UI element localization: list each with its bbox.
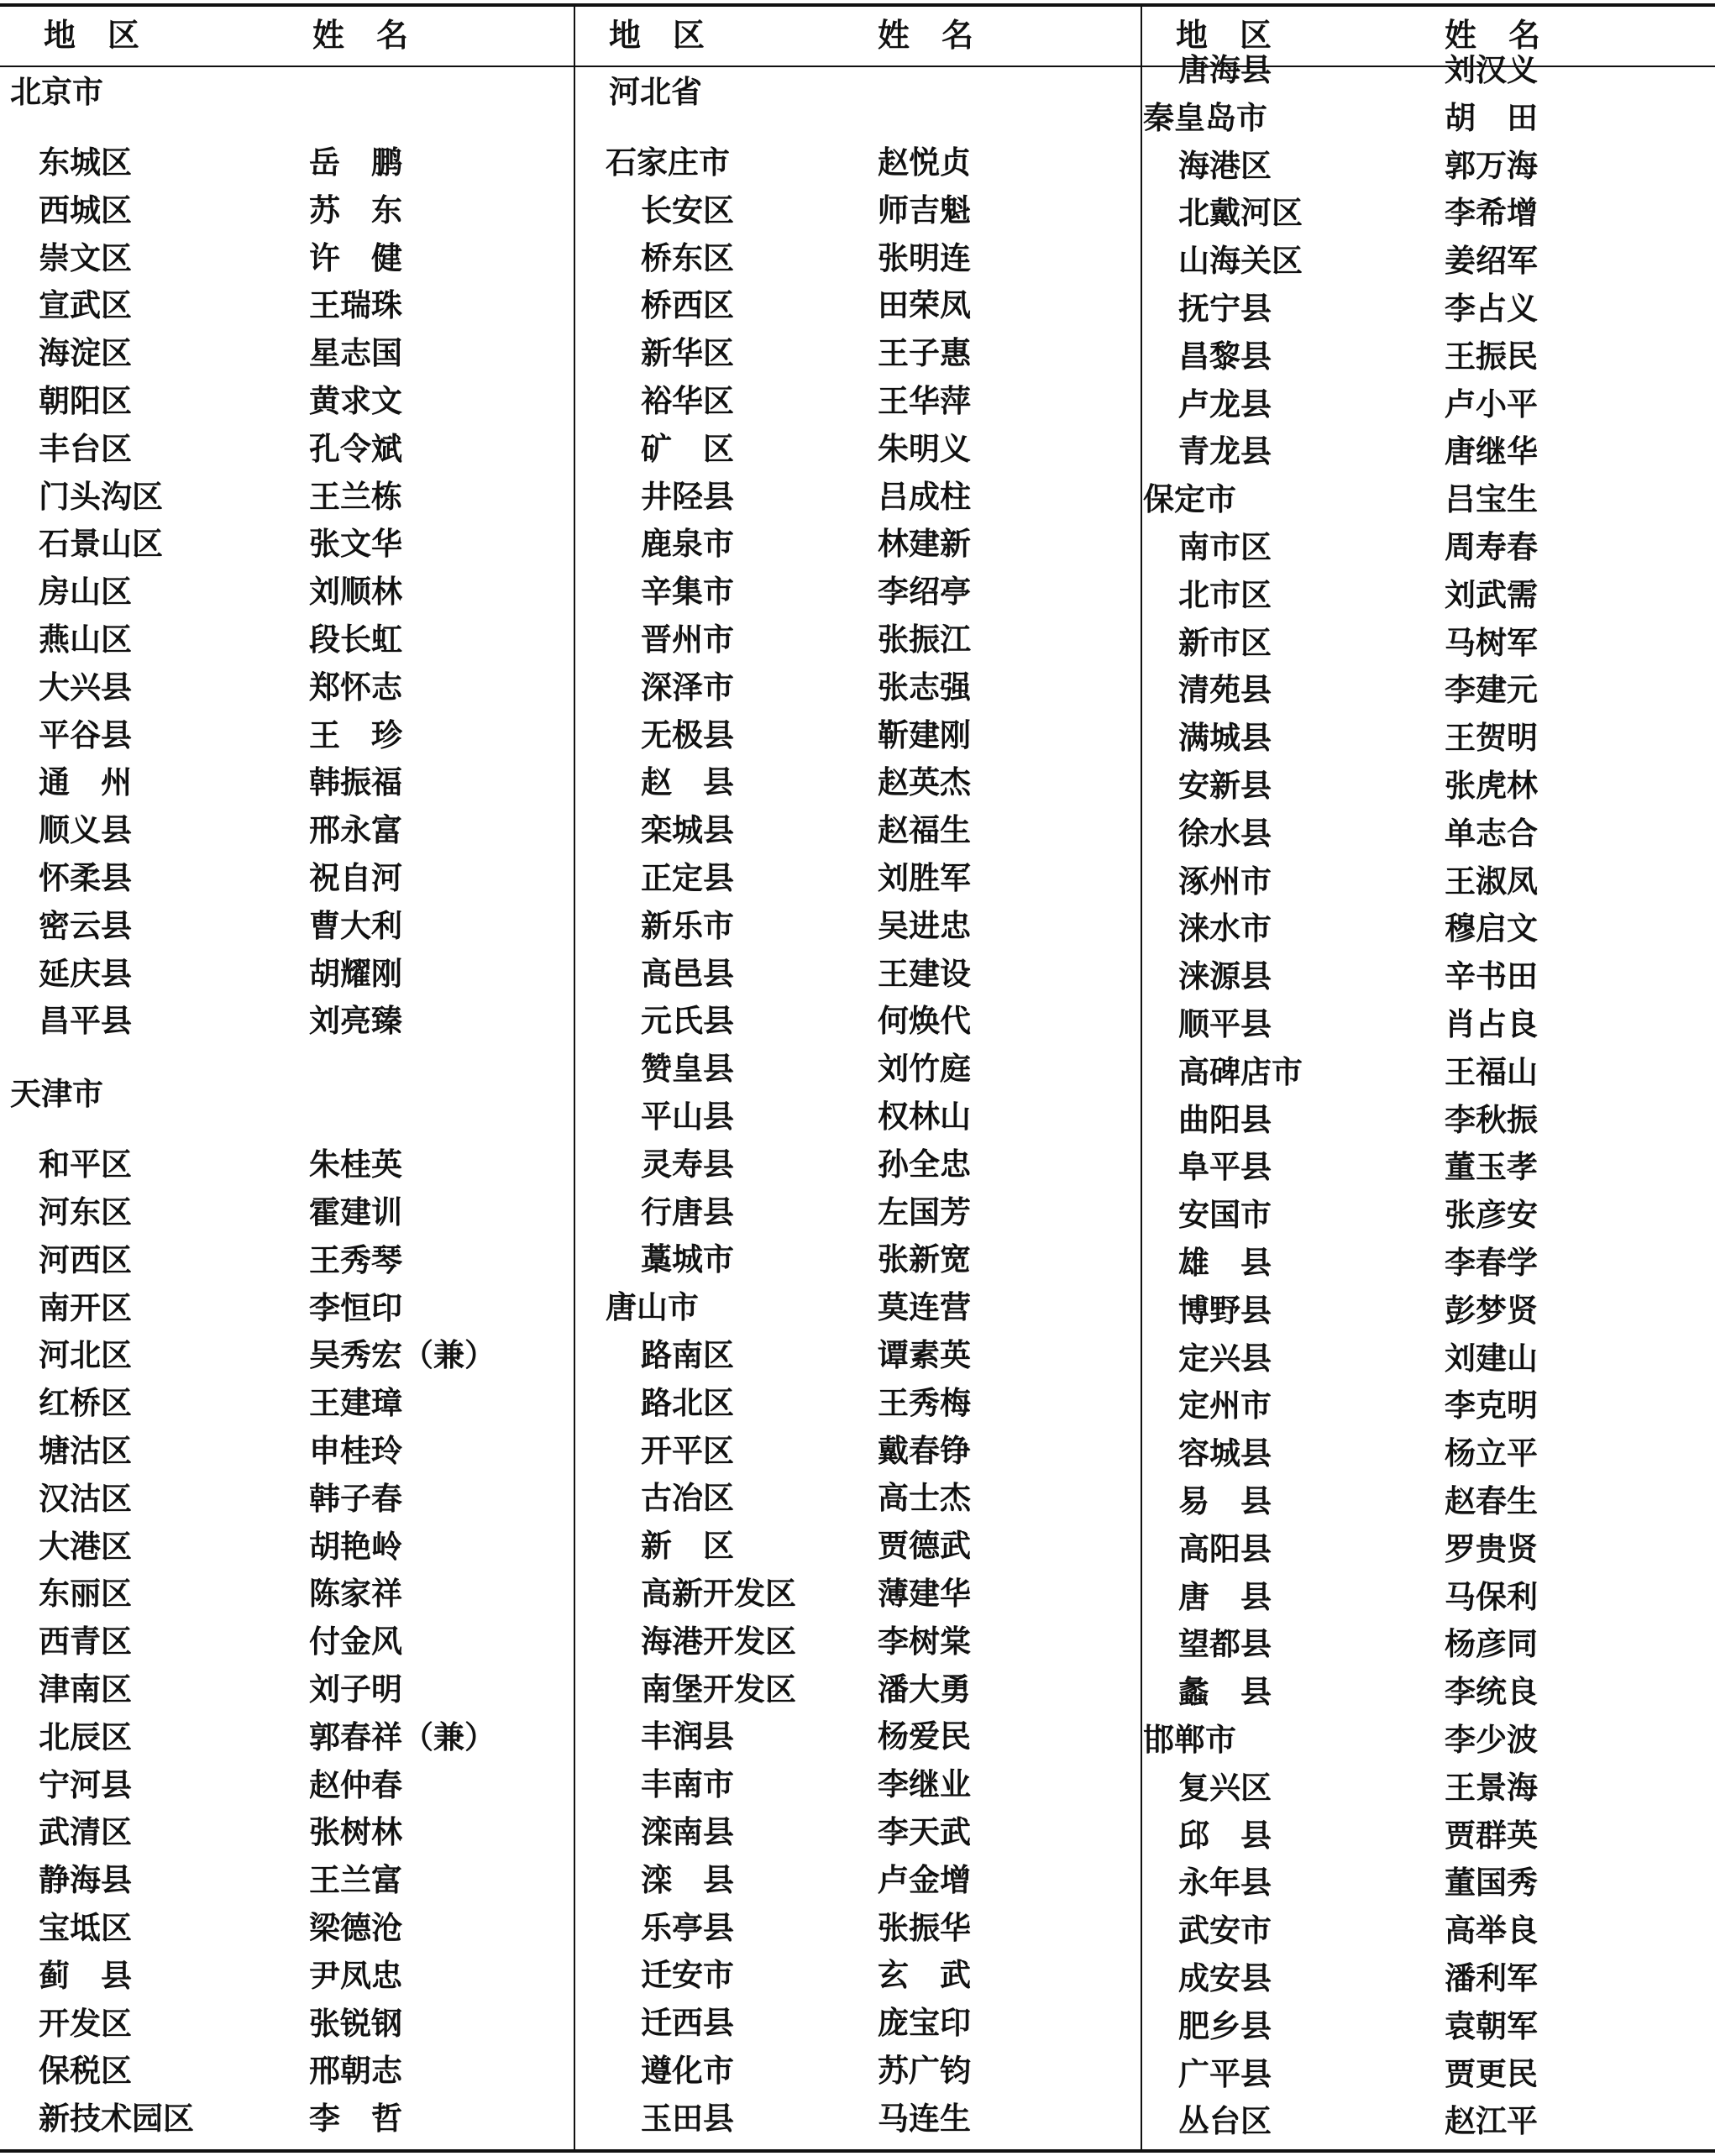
region-cell: 灵寿县 [641,1146,734,1183]
name-cell: 高士杰 [878,1480,971,1517]
name-cell: 韩振福 [309,764,402,801]
region-cell: 涞源县 [1178,958,1272,995]
region-cell: 行唐县 [641,1193,734,1230]
region-cell: 平谷县 [39,716,132,753]
region-cell: 延庆县 [39,955,132,992]
column-divider [1141,5,1142,2151]
name-cell: 尹凤忠 [309,1957,402,1994]
region-cell: 滦南县 [641,1814,734,1850]
region-cell: 宣武区 [39,287,132,324]
name-cell: 左国芳 [878,1193,971,1230]
name-cell: 玄 武 [878,1957,971,1994]
name-cell: 董国秀 [1445,1865,1538,1902]
name-cell: 王建璋 [309,1385,402,1422]
name-cell: 单志合 [1445,815,1538,852]
name-cell: 朱明义 [878,430,971,467]
name-cell: 赵江平 [1445,2103,1538,2140]
region-cell: 玉田县 [641,2100,734,2137]
name-cell: 郭万海 [1445,147,1538,184]
region-cell: 武安市 [1178,1912,1272,1949]
region-cell: 赞皇县 [641,1051,734,1088]
region-cell: 赵 县 [641,764,734,801]
name-cell: 赵英杰 [878,764,971,801]
name-cell: 李树棠 [878,1623,971,1660]
region-cell: 涞水市 [1178,910,1272,947]
name-cell: 胡耀刚 [309,955,402,992]
region-cell: 新市区 [1178,624,1272,661]
region-cell: 雄 县 [1178,1245,1272,1281]
region-cell: 定州市 [1178,1387,1272,1424]
name-cell: 韩子春 [309,1480,402,1517]
region-cell: 宁河县 [39,1766,132,1803]
name-cell: 潘利军 [1445,1960,1538,1996]
region-cell: 汉沽区 [39,1480,132,1517]
name-cell: 苏 东 [309,191,402,228]
region-cell: 顺义县 [39,812,132,849]
region-cell: 清苑县 [1178,672,1272,709]
name-cell: 戴春铮 [878,1432,971,1469]
region-cell: 高碑店市 [1178,1053,1303,1090]
name-cell: 胡艳岭 [309,1528,402,1565]
name-cell: 李春学 [1445,1245,1538,1281]
name-cell: 邢永富 [309,812,402,849]
region-cell: 红桥区 [39,1385,132,1422]
name-cell: 邢朝志 [309,2053,402,2090]
name-cell: 刘建山 [1445,1340,1538,1377]
name-cell: 张文华 [309,526,402,563]
name-cell: 王秀琴 [309,1241,402,1278]
region-cell: 门头沟区 [39,478,163,515]
name-cell: 潘大勇 [878,1671,971,1707]
region-cell: 大港区 [39,1528,132,1565]
region-cell: 密云县 [39,907,132,944]
region-cell: 西青区 [39,1624,132,1660]
region-cell: 静海县 [39,1862,132,1899]
region-cell: 卢龙县 [1178,386,1272,422]
name-cell: 王景海 [1445,1769,1538,1806]
name-cell: 李占义 [1445,291,1538,327]
name-cell: 刘竹庭 [878,1051,971,1088]
region-cell: 裕华区 [641,383,734,419]
name-cell: 穆启文 [1445,910,1538,947]
bottom-rule [0,2149,1715,2153]
name-cell: 祝自河 [309,860,402,896]
region-cell: 新 区 [641,1528,734,1565]
region-cell: 长安区 [641,191,734,228]
name-cell: 李天武 [878,1814,971,1850]
name-cell: 王振民 [1445,338,1538,375]
name-cell: 王 珍 [309,716,402,753]
name-cell: 张明连 [878,239,971,276]
name-cell: 付金风 [309,1624,402,1660]
name-cell: 姜绍军 [1445,243,1538,280]
name-cell: 吴进忠 [878,907,971,944]
header-name-label: 姓 名 [312,17,409,54]
name-cell: 袁朝军 [1445,2007,1538,2044]
region-cell: 栾城县 [641,812,734,849]
name-cell: 王子惠 [878,335,971,372]
region-cell: 青龙县 [1178,433,1272,470]
region-cell: 丰南市 [641,1766,734,1803]
name-cell: 李少波 [1445,1722,1538,1758]
name-cell: 王华萍 [878,383,971,419]
region-cell: 安新县 [1178,768,1272,804]
region-cell: 抚宁县 [1178,291,1272,327]
region-cell: 新技术园区 [39,2101,194,2138]
name-cell: 刘胜军 [878,860,971,896]
name-cell: 张新宽 [878,1241,971,1278]
name-cell: 李统良 [1445,1674,1538,1711]
name-cell: 李恒印 [309,1289,402,1326]
name-cell: 王瑞珠 [309,287,402,324]
name-cell: 李绍亭 [878,574,971,611]
region-cell: 望都县 [1178,1626,1272,1663]
name-cell: 肖占良 [1445,1006,1538,1042]
region-cell: 西城区 [39,191,132,228]
name-cell: 李继业 [878,1766,971,1803]
region-cell: 博野县 [1178,1292,1272,1329]
region-cell: 藁城市 [641,1241,734,1278]
region-cell: 保税区 [39,2053,132,2090]
name-cell: 孔令斌 [309,430,402,467]
region-cell: 涿州市 [1178,863,1272,900]
region-cell: 津南区 [39,1671,132,1707]
region-cell: 北戴河区 [1178,195,1303,232]
name-cell: 段长虹 [309,622,402,658]
region-cell: 河西区 [39,1241,132,1278]
header-name-label: 姓 名 [878,17,974,54]
region-cell: 宝坻区 [39,1910,132,1946]
region-cell: 曲阳县 [1178,1101,1272,1138]
section-title: 天津市 [10,1076,103,1113]
header-region-label: 地 区 [609,17,705,54]
region-cell: 保定市 [1143,481,1236,518]
name-cell: 王兰栋 [309,478,402,515]
region-cell: 燕山区 [39,622,132,658]
region-cell: 深泽市 [641,669,734,706]
region-cell: 高阳县 [1178,1530,1272,1567]
name-cell: 许 健 [309,239,402,276]
region-cell: 井陉县 [641,478,734,515]
name-cell: 星志国 [309,335,402,372]
name-cell: 辛书田 [1445,958,1538,995]
region-cell: 武清区 [39,1814,132,1851]
region-cell: 唐海县 [1178,52,1272,88]
region-cell: 山海关区 [1178,243,1303,280]
region-cell: 和平区 [39,1146,132,1183]
region-cell: 朝阳区 [39,383,132,419]
name-cell: 谭素英 [878,1337,971,1373]
name-cell: 张虎林 [1445,768,1538,804]
region-cell: 房山区 [39,574,132,611]
name-cell: 彭梦贤 [1445,1292,1538,1329]
name-cell: 刘武需 [1445,576,1538,613]
name-cell: 高举良 [1445,1912,1538,1949]
region-cell: 通 州 [39,764,132,801]
name-cell: 董玉孝 [1445,1149,1538,1186]
name-cell: 王兰富 [309,1862,402,1899]
region-cell: 南市区 [1178,529,1272,565]
region-cell: 开平区 [641,1432,734,1469]
region-cell: 容城县 [1178,1435,1272,1472]
name-cell: 赵仲春 [309,1766,402,1803]
header-region-label: 地 区 [44,17,140,54]
region-cell: 桥西区 [641,287,734,324]
region-cell: 海淀区 [39,335,132,372]
name-cell: 陈家祥 [309,1576,402,1613]
region-cell: 辛集市 [641,574,734,611]
name-cell: 郑怀志 [309,669,402,706]
name-cell: 庞宝印 [878,2005,971,2042]
region-cell: 丛台区 [1178,2103,1272,2140]
name-cell: 王秀梅 [878,1384,971,1421]
region-cell: 肥乡县 [1178,2007,1272,2044]
region-cell: 石家庄市 [606,144,730,181]
region-cell: 海港开发区 [641,1623,796,1660]
region-cell: 安国市 [1178,1197,1272,1234]
region-cell: 昌平县 [39,1003,132,1040]
name-cell: 张志强 [878,669,971,706]
name-cell: 林建新 [878,526,971,563]
region-cell: 南开区 [39,1289,132,1326]
name-cell: 李 哲 [309,2101,402,2138]
name-cell: 张振江 [878,622,971,658]
column-divider [574,5,575,2151]
name-cell: 刘顺林 [309,574,402,611]
region-cell: 阜平县 [1178,1149,1272,1186]
name-cell: 杨彦同 [1445,1626,1538,1663]
region-cell: 平山县 [641,1099,734,1135]
region-cell: 大兴县 [39,669,132,706]
name-cell: 张彦安 [1445,1197,1538,1234]
name-cell: 师吉魁 [878,191,971,228]
region-cell: 丰台区 [39,430,132,467]
section-title: 北京市 [10,74,103,110]
name-cell: 申桂玲 [309,1433,402,1469]
region-cell: 复兴区 [1178,1769,1272,1806]
region-cell: 北辰区 [39,1718,132,1755]
region-cell: 矿 区 [641,430,734,467]
name-cell: 李秋振 [1445,1101,1538,1138]
region-cell: 河东区 [39,1194,132,1230]
region-cell: 晋州市 [641,622,734,658]
name-cell: 李希增 [1445,195,1538,232]
name-cell: 刘子明 [309,1671,402,1707]
region-cell: 怀柔县 [39,860,132,896]
region-cell: 新华区 [641,335,734,372]
name-cell: 贾更民 [1445,2055,1538,2092]
region-cell: 乐亭县 [641,1909,734,1946]
name-cell: 李建元 [1445,672,1538,709]
name-cell: 王淑凤 [1445,863,1538,900]
name-cell: 郭春祥（兼） [309,1718,496,1755]
name-cell: 卢小平 [1445,386,1538,422]
name-cell: 罗贵贤 [1445,1530,1538,1567]
region-cell: 邱 县 [1178,1817,1272,1854]
name-cell: 卢金增 [878,1861,971,1898]
region-cell: 滦 县 [641,1861,734,1898]
region-cell: 路北区 [641,1384,734,1421]
region-cell: 元氏县 [641,1003,734,1040]
region-cell: 秦皇岛市 [1143,99,1267,136]
region-cell: 永年县 [1178,1865,1272,1902]
name-cell: 王建设 [878,955,971,992]
region-cell: 蠡 县 [1178,1674,1272,1711]
name-cell: 梁德沧 [309,1910,402,1946]
name-cell: 马保利 [1445,1578,1538,1615]
name-cell: 薄建华 [878,1576,971,1612]
name-cell: 贾德武 [878,1528,971,1565]
region-cell: 顺平县 [1178,1006,1272,1042]
name-cell: 黄求文 [309,383,402,419]
name-cell: 吕宝生 [1445,481,1538,518]
region-cell: 迁西县 [641,2005,734,2042]
region-cell: 石景山区 [39,526,163,563]
name-cell: 岳 鹏 [309,144,402,181]
region-cell: 路南区 [641,1337,734,1373]
name-cell: 李克明 [1445,1387,1538,1424]
name-cell: 杨爱民 [878,1718,971,1755]
region-cell: 定兴县 [1178,1340,1272,1377]
name-cell: 田荣凤 [878,287,971,324]
region-cell: 成安县 [1178,1960,1272,1996]
name-cell: 权林山 [878,1099,971,1135]
name-cell: 王福山 [1445,1053,1538,1090]
section-title: 河北省 [609,74,702,110]
region-cell: 无极县 [641,716,734,753]
name-cell: 贾群英 [1445,1817,1538,1854]
name-cell: 苏广钧 [878,2053,971,2089]
name-cell: 张锐钢 [309,2005,402,2042]
region-cell: 正定县 [641,860,734,896]
region-cell: 东城区 [39,144,132,181]
region-cell: 遵化市 [641,2053,734,2089]
name-cell: 马连生 [878,2100,971,2137]
region-cell: 新乐市 [641,907,734,944]
region-cell: 易 县 [1178,1483,1272,1519]
region-cell: 海港区 [1178,147,1272,184]
region-cell: 昌黎县 [1178,338,1272,375]
name-cell: 赵悦贞 [878,144,971,181]
region-cell: 桥东区 [641,239,734,276]
region-cell: 徐水县 [1178,815,1272,852]
name-cell: 张振华 [878,1909,971,1946]
region-cell: 河北区 [39,1337,132,1374]
name-cell: 莫连营 [878,1289,971,1326]
region-cell: 塘沽区 [39,1433,132,1469]
name-cell: 王贺明 [1445,720,1538,757]
region-cell: 邯郸市 [1143,1722,1236,1758]
region-cell: 古冶区 [641,1480,734,1517]
name-cell: 胡 田 [1445,99,1538,136]
region-cell: 鹿泉市 [641,526,734,563]
region-cell: 唐山市 [606,1289,699,1326]
name-cell: 何焕代 [878,1003,971,1040]
region-cell: 广平县 [1178,2055,1272,2092]
name-cell: 霍建训 [309,1194,402,1230]
region-cell: 东丽区 [39,1576,132,1613]
region-cell: 高新开发区 [641,1576,796,1612]
name-cell: 赵福生 [878,812,971,849]
name-cell: 朱桂英 [309,1146,402,1183]
name-cell: 孙全忠 [878,1146,971,1183]
name-cell: 刘汉义 [1445,52,1538,88]
region-cell: 南堡开发区 [641,1671,796,1707]
name-cell: 唐继华 [1445,433,1538,470]
name-cell: 吴秀宏（兼） [309,1337,496,1374]
region-cell: 高邑县 [641,955,734,992]
name-cell: 刘亮臻 [309,1003,402,1040]
region-cell: 满城县 [1178,720,1272,757]
name-cell: 赵春生 [1445,1483,1538,1519]
name-cell: 杨立平 [1445,1435,1538,1472]
name-cell: 吕成柱 [878,478,971,515]
name-cell: 周寿春 [1445,529,1538,565]
region-cell: 开发区 [39,2005,132,2042]
region-cell: 北市区 [1178,576,1272,613]
region-cell: 唐 县 [1178,1578,1272,1615]
name-cell: 马树军 [1445,624,1538,661]
name-cell: 张树林 [309,1814,402,1851]
header-name-label: 姓 名 [1445,17,1541,54]
name-cell: 靳建刚 [878,716,971,753]
region-cell: 迁安市 [641,1957,734,1994]
header-region-label: 地 区 [1176,17,1272,54]
region-cell: 崇文区 [39,239,132,276]
region-cell: 丰润县 [641,1718,734,1755]
region-cell: 蓟 县 [39,1957,132,1994]
name-cell: 曹大利 [309,907,402,944]
